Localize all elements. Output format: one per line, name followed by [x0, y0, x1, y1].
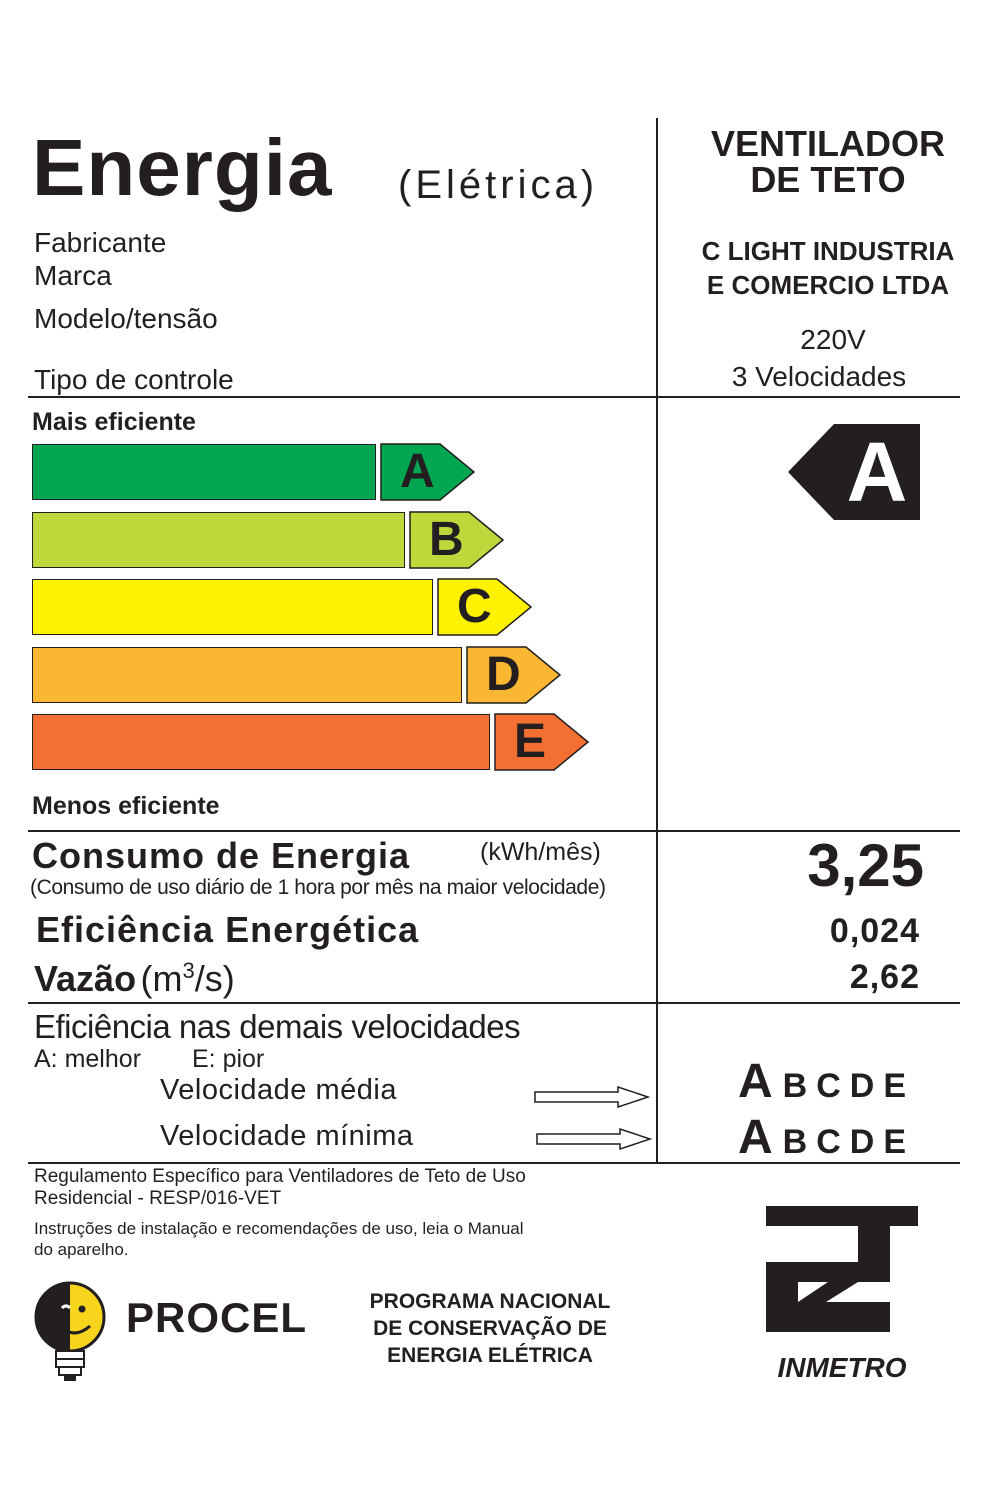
consumption-note: (Consumo de uso diário de 1 hora por mês na maior velocidade) [30, 876, 606, 899]
scale-bar-a [32, 444, 376, 500]
procel-program-line-2: DE CONSERVAÇÃO DE [373, 1317, 607, 1340]
model-label: Modelo/tensão [34, 303, 218, 334]
flow-label-group [34, 960, 235, 997]
regulation-text [34, 1166, 526, 1210]
scale-bar-e [32, 714, 490, 770]
control-value: 3 Velocidades [731, 361, 907, 392]
minimum-speed-label: Velocidade mínima [160, 1120, 414, 1152]
scale-arrow-e [494, 713, 590, 771]
procel-program-line-3: ENERGIA ELÉTRICA [387, 1344, 593, 1367]
product-type [668, 123, 988, 200]
label-subtitle: (Elétrica) [398, 163, 599, 207]
column-divider [656, 118, 658, 1164]
scale-letter-b: B [429, 513, 464, 566]
instructions-line-1: Instruções de instalação e recomendações de uso, leia o Manual [34, 1219, 524, 1238]
minimum-speed-other-classes: BCDE [782, 1123, 916, 1161]
inmetro-logo-icon [766, 1206, 918, 1357]
worst-note: E: pior [192, 1045, 265, 1073]
scale-letter-d: D [486, 648, 521, 701]
flow-unit-pre: (m [140, 958, 183, 999]
scale-bar-b [32, 512, 405, 568]
procel-logo-icon [32, 1280, 108, 1389]
best-note: A: melhor [34, 1045, 141, 1073]
scale-top-label: Mais eficiente [32, 408, 196, 436]
flow-value: 2,62 [849, 958, 920, 996]
manufacturer-line-2: E COMERCIO LTDA [706, 270, 950, 300]
consumption-unit: (kWh/mês) [480, 838, 601, 866]
scale-bottom-label: Menos eficiente [32, 792, 220, 820]
manufacturer-line-1: C LIGHT INDUSTRIA [701, 236, 955, 266]
scale-arrow-a [380, 443, 476, 501]
scale-letter-c: C [457, 580, 492, 633]
scale-letter-e: E [514, 715, 547, 768]
flow-unit-post: /s) [194, 958, 235, 999]
inmetro-name: INMETRO [777, 1352, 907, 1383]
other-speeds-title: Eficiência nas demais velocidades [34, 1008, 521, 1045]
procel-name: PROCEL [126, 1294, 308, 1341]
voltage-value: 220V [800, 324, 866, 355]
manufacturer-label: Fabricante [34, 227, 167, 258]
divider-speeds [28, 1162, 960, 1164]
procel-program [348, 1288, 632, 1369]
scale-bar-d [32, 647, 462, 703]
medium-speed-class: A [738, 1055, 773, 1108]
efficiency-label: Eficiência Energética [36, 909, 420, 950]
instructions-text [34, 1218, 524, 1260]
instructions-line-2: do aparelho. [34, 1240, 129, 1259]
rating-letter: A [846, 425, 908, 519]
flow-unit [141, 958, 235, 999]
scale-arrow-c [437, 578, 533, 636]
consumption-value: 3,25 [807, 832, 924, 899]
minimum-speed-rating [738, 1111, 916, 1164]
regulation-line-1: Regulamento Específico para Ventiladores de Teto de Uso [34, 1166, 526, 1187]
product-line-2: DE TETO [750, 159, 906, 200]
minimum-arrow-icon [536, 1128, 652, 1155]
minimum-speed-class: A [738, 1111, 773, 1164]
control-label: Tipo de controle [34, 364, 234, 395]
flow-label: Vazão [34, 958, 137, 999]
label-title: Energia [32, 123, 333, 212]
medium-arrow-icon [534, 1086, 650, 1113]
manufacturer-value [668, 234, 988, 302]
divider-metrics [28, 1002, 960, 1004]
regulation-line-2: Residencial - RESP/016-VET [34, 1188, 282, 1209]
scale-bar-c [32, 579, 433, 635]
scale-arrow-b [409, 511, 505, 569]
product-line-1: VENTILADOR [711, 123, 945, 164]
scale-arrow-d [466, 646, 562, 704]
procel-program-line-1: PROGRAMA NACIONAL [369, 1290, 611, 1313]
medium-speed-other-classes: BCDE [782, 1067, 916, 1105]
divider-header [28, 396, 960, 398]
medium-speed-label: Velocidade média [160, 1074, 397, 1106]
scale-letter-a: A [400, 445, 435, 498]
brand-label: Marca [34, 260, 112, 291]
efficiency-value: 0,024 [829, 912, 920, 950]
medium-speed-rating [738, 1055, 916, 1108]
flow-unit-sup: 3 [182, 958, 195, 983]
consumption-label: Consumo de Energia [32, 835, 411, 876]
